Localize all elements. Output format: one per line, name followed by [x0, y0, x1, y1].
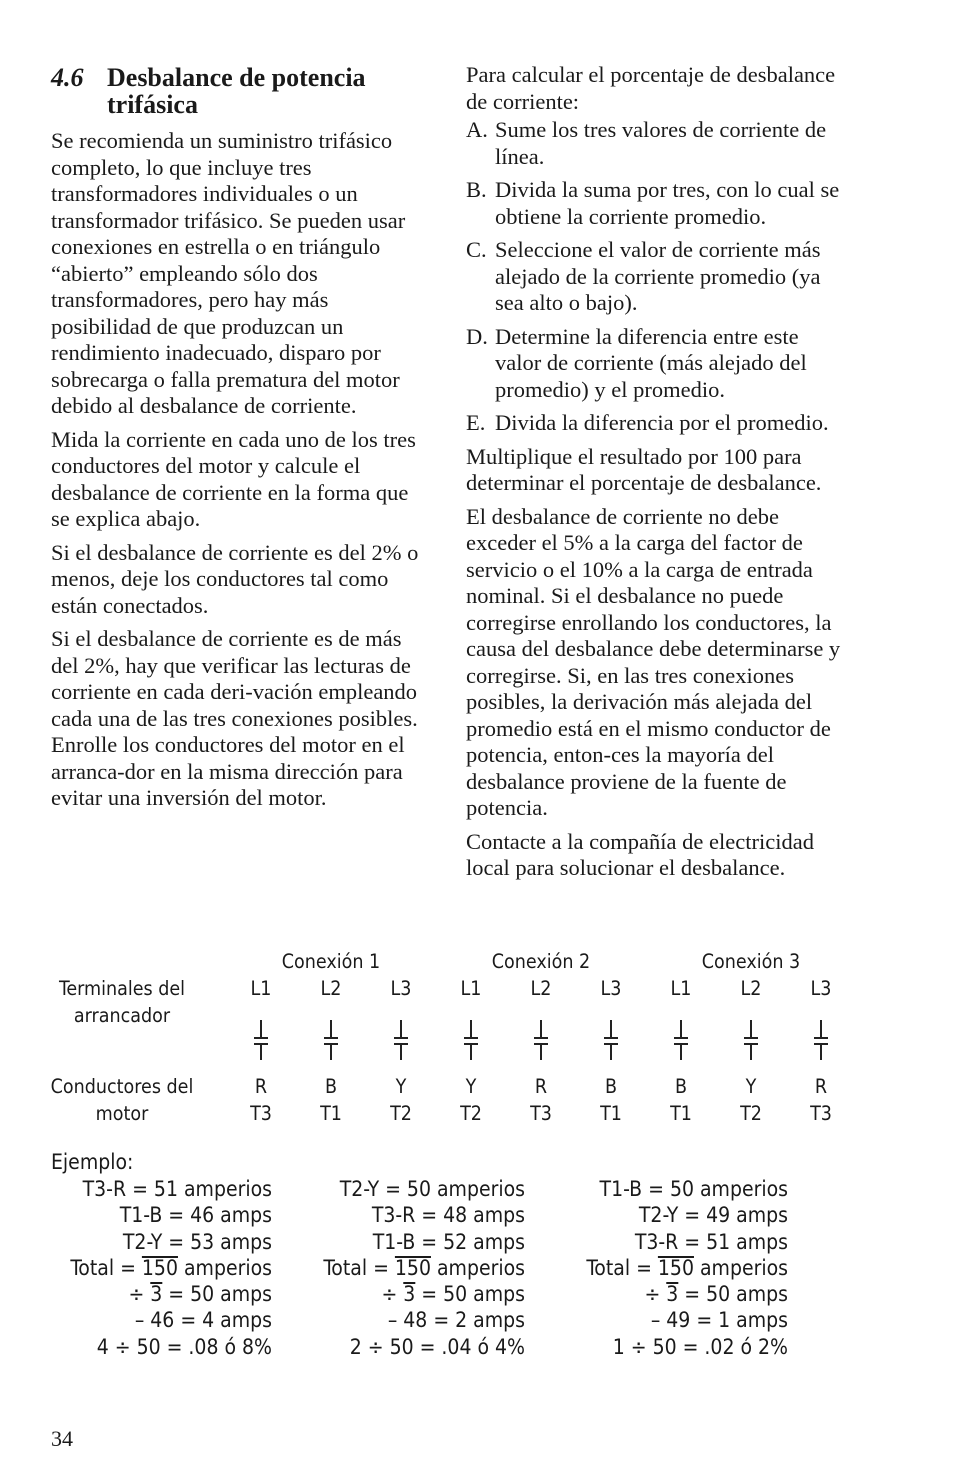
example-average: ÷ 3 = 50 amps	[644, 1282, 788, 1307]
motor-lead: T2	[390, 1102, 412, 1125]
example-line: T3-R = 48 amps	[371, 1203, 525, 1228]
conductor-color: R	[534, 1075, 548, 1098]
motor-lead: T2	[460, 1102, 482, 1125]
step-text: Divida la suma por tres, con lo cual se obtiene la corriente promedio.	[495, 177, 840, 229]
terminal-label: L3	[390, 977, 412, 1000]
conductor-color: R	[254, 1075, 268, 1098]
step-letter: D.	[466, 323, 488, 349]
example-line: T2-Y = 50 amperios	[339, 1177, 525, 1201]
example-line: T2-Y = 53 amps	[122, 1229, 272, 1254]
left-paragraph: Se recomienda un suministro trifásico completo, lo que incluye tres transformadores individuales o un transformador trifásico. Se pueden usar conexiones en estrella o en triángulo “abierto” empleando sólo dos transformadores, pero hay más posibilidad de que produzcan un rendimiento inadecuado, disparo por sobrecarga o falla prematura del motor debido al desbalance de corriente.	[51, 128, 406, 418]
conductor-color: Y	[745, 1075, 757, 1098]
example-result: 4 ÷ 50 = .08 ó 8%	[96, 1334, 272, 1359]
step-letter: C.	[466, 237, 487, 262]
example-result: 2 ÷ 50 = .04 ó 4%	[349, 1334, 525, 1359]
connection-3-header: Conexión 3	[701, 950, 801, 973]
terminal-label: L3	[810, 977, 832, 1000]
motor-lead: T1	[670, 1102, 692, 1125]
example-column-3	[586, 1176, 788, 1360]
right-paragraph: Multiplique el resultado por 100 para determinar el porcentaje de desbalance.	[466, 443, 822, 495]
example-line: T1-B = 50 amperios	[599, 1177, 788, 1201]
section-number: 4.6	[51, 63, 84, 92]
step-text: Determine la diferencia entre este valor de corriente (más alejado del promedio) y el promedio.	[495, 323, 807, 402]
example-line: T3-R = 51 amps	[634, 1229, 788, 1254]
example-average: ÷ 3 = 50 amps	[381, 1282, 525, 1307]
motor-lead: T3	[530, 1102, 552, 1125]
left-paragraph: Si el desbalance de corriente es de más del 2%, hay que verificar las lecturas de corriente en cada deri-vación empleando cada una de las tres conexiones posibles. Enrolle los conductores del motor en el arranca-dor en la misma dirección para evitar una inversión del motor.	[51, 626, 418, 810]
conductor-color: B	[604, 1075, 618, 1098]
left-paragraph: Mida la corriente en cada uno de los tres conductores del motor y calcule el desbalance de corriente en la forma que se explica abajo.	[51, 426, 416, 531]
conductor-color: B	[324, 1075, 338, 1098]
page-number: 34	[51, 1426, 73, 1451]
example-column-2	[323, 1176, 525, 1360]
example-line: T1-B = 52 amps	[372, 1229, 525, 1254]
example-column-1	[70, 1176, 272, 1360]
example-label: Ejemplo:	[51, 1150, 134, 1174]
step-text: Sume los tres valores de corriente de línea.	[495, 117, 827, 169]
conductor-color: R	[814, 1075, 828, 1098]
example-line: T1-B = 46 amps	[119, 1203, 272, 1228]
section-title: Desbalance de potencia trifásica	[107, 63, 366, 119]
terminal-label: L2	[740, 977, 762, 1000]
row-label-conductors: Conductores del motor	[50, 1075, 194, 1125]
connection-2-header: Conexión 2	[491, 950, 591, 973]
left-paragraph: Si el desbalance de corriente es del 2% o menos, deje los conductores tal como están conectados.	[51, 539, 419, 618]
conductor-color: B	[674, 1075, 688, 1098]
example-difference: – 48 = 2 amps	[387, 1308, 525, 1333]
example-total: Total = 150 amperios	[586, 1255, 788, 1280]
motor-lead: T1	[600, 1102, 622, 1125]
step-letter: B.	[466, 177, 487, 202]
terminal-label: L2	[530, 977, 552, 1000]
example-result: 1 ÷ 50 = .02 ó 2%	[612, 1334, 788, 1359]
example-line: T3-R = 51 amperios	[82, 1177, 272, 1201]
terminal-label: L3	[600, 977, 622, 1000]
terminal-label: L1	[250, 977, 272, 1000]
example-difference: – 49 = 1 amps	[650, 1308, 788, 1333]
right-paragraph: Contacte a la compañía de electricidad local para solucionar el desbalance.	[466, 828, 814, 880]
row-label-terminals: Terminales del arrancador	[58, 977, 186, 1027]
motor-lead: T2	[740, 1102, 762, 1125]
connection-1-header: Conexión 1	[281, 950, 381, 973]
motor-lead: T3	[810, 1102, 832, 1125]
terminal-label: L1	[460, 977, 482, 1000]
steps-intro: Para calcular el porcentaje de desbalance de corriente:	[466, 62, 836, 114]
terminal-label: L1	[670, 977, 692, 1000]
step-letter: E.	[466, 410, 486, 435]
step-text: Seleccione el valor de corriente más alejado de la corriente promedio (ya sea alto o bajo).	[495, 237, 821, 315]
motor-lead: T3	[250, 1102, 272, 1125]
motor-lead: T1	[320, 1102, 342, 1125]
example-total: Total = 150 amperios	[70, 1255, 272, 1280]
example-line: T2-Y = 49 amps	[638, 1203, 788, 1228]
example-average: ÷ 3 = 50 amps	[128, 1282, 272, 1307]
conductor-color: Y	[465, 1075, 477, 1098]
step-letter: A.	[466, 117, 488, 142]
conductor-color: Y	[395, 1075, 407, 1098]
example-difference: – 46 = 4 amps	[134, 1308, 272, 1333]
terminal-label: L2	[320, 977, 342, 1000]
example-total: Total = 150 amperios	[323, 1255, 525, 1280]
right-paragraph: El desbalance de corriente no debe exceder el 5% a la carga del factor de servicio o el 10% a la carga de entrada nominal. Si el desbalance no puede corregirse enrollando los conductores, la causa del desbalance debe determinarse y corregirse. Si, en las tres conexiones posibles, la derivación más alejada del promedio está en el mismo conductor de potencia, enton-ces la mayoría del desbalance proviene de la fuente de potencia.	[466, 503, 841, 820]
step-text: Divida la diferencia por el promedio.	[495, 410, 829, 435]
